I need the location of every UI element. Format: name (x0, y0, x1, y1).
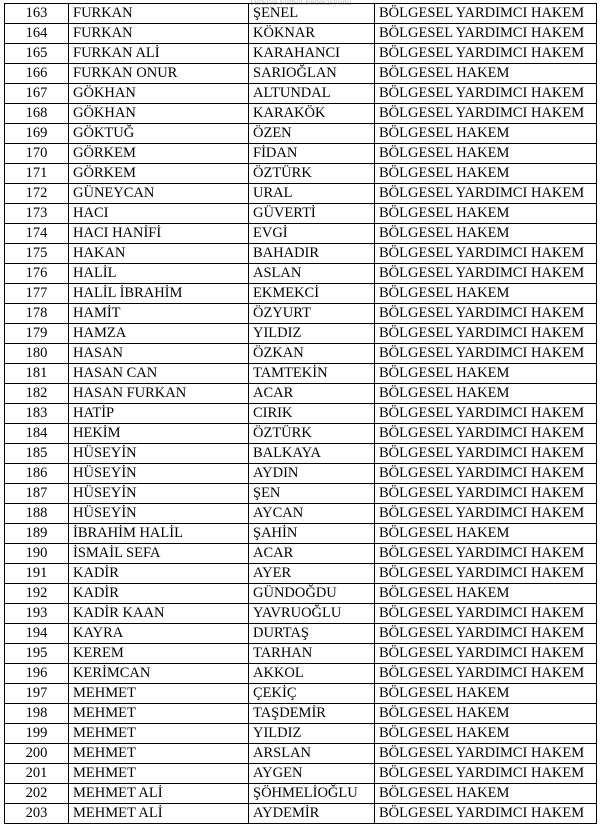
role-cell: BÖLGESEL YARDIMCI HAKEM (375, 424, 597, 444)
last-name-cell: ŞEN (249, 484, 375, 504)
row-number: 199 (5, 724, 69, 744)
first-name-cell: HAMİT (69, 304, 249, 324)
last-name-cell: CIRIK (249, 404, 375, 424)
role-cell: BÖLGESEL HAKEM (375, 164, 597, 184)
role-cell: BÖLGESEL HAKEM (375, 784, 597, 804)
table-row (5, 584, 597, 604)
row-number: 203 (5, 804, 69, 824)
table-row (5, 564, 597, 584)
table-row (5, 284, 597, 304)
first-name-cell: KADİR (69, 584, 249, 604)
row-number: 201 (5, 764, 69, 784)
table-row (5, 264, 597, 284)
last-name-cell: ÇEKİÇ (249, 684, 375, 704)
row-number: 179 (5, 324, 69, 344)
last-name-cell: BAHADIR (249, 244, 375, 264)
last-name-cell: AKKOL (249, 664, 375, 684)
first-name-cell: KEREM (69, 644, 249, 664)
last-name-cell: TAŞDEMİR (249, 704, 375, 724)
first-name-cell: MEHMET (69, 704, 249, 724)
table-row (5, 744, 597, 764)
last-name-cell: YILDIZ (249, 324, 375, 344)
last-name-cell: ACAR (249, 544, 375, 564)
role-cell: BÖLGESEL YARDIMCI HAKEM (375, 764, 597, 784)
role-cell: BÖLGESEL YARDIMCI HAKEM (375, 464, 597, 484)
row-number: 184 (5, 424, 69, 444)
role-cell: BÖLGESEL YARDIMCI HAKEM (375, 604, 597, 624)
first-name-cell: HASAN CAN (69, 364, 249, 384)
first-name-cell: İBRAHİM HALİL (69, 524, 249, 544)
last-name-cell: AYCAN (249, 504, 375, 524)
row-number: 183 (5, 404, 69, 424)
last-name-cell: ASLAN (249, 264, 375, 284)
role-cell: BÖLGESEL YARDIMCI HAKEM (375, 24, 597, 44)
first-name-cell: HASAN FURKAN (69, 384, 249, 404)
first-name-cell: HALİL (69, 264, 249, 284)
role-cell: BÖLGESEL YARDIMCI HAKEM (375, 184, 597, 204)
role-cell: BÖLGESEL HAKEM (375, 584, 597, 604)
role-cell: BÖLGESEL YARDIMCI HAKEM (375, 4, 597, 24)
row-number: 189 (5, 524, 69, 544)
table-row (5, 184, 597, 204)
row-number: 176 (5, 264, 69, 284)
row-number: 173 (5, 204, 69, 224)
first-name-cell: HÜSEYİN (69, 504, 249, 524)
first-name-cell: FURKAN (69, 4, 249, 24)
table-row (5, 64, 597, 84)
row-number: 200 (5, 744, 69, 764)
last-name-cell: ŞENEL (249, 4, 375, 24)
first-name-cell: HAMZA (69, 324, 249, 344)
last-name-cell: ÖZTÜRK (249, 424, 375, 444)
row-number: 192 (5, 584, 69, 604)
role-cell: BÖLGESEL YARDIMCI HAKEM (375, 344, 597, 364)
table-row (5, 4, 597, 24)
row-number: 165 (5, 44, 69, 64)
last-name-cell: YILDIZ (249, 724, 375, 744)
row-number: 174 (5, 224, 69, 244)
row-number: 168 (5, 104, 69, 124)
role-cell: BÖLGESEL HAKEM (375, 204, 597, 224)
role-cell: BÖLGESEL YARDIMCI HAKEM (375, 304, 597, 324)
last-name-cell: BALKAYA (249, 444, 375, 464)
table-row (5, 104, 597, 124)
last-name-cell: AYGEN (249, 764, 375, 784)
row-number: 178 (5, 304, 69, 324)
last-name-cell: TARHAN (249, 644, 375, 664)
table-row (5, 684, 597, 704)
last-name-cell: SARIOĞLAN (249, 64, 375, 84)
role-cell: BÖLGESEL YARDIMCI HAKEM (375, 264, 597, 284)
row-number: 196 (5, 664, 69, 684)
role-cell: BÖLGESEL YARDIMCI HAKEM (375, 664, 597, 684)
first-name-cell: FURKAN ALİ (69, 44, 249, 64)
table-row (5, 804, 597, 824)
row-number: 193 (5, 604, 69, 624)
last-name-cell: ÖZEN (249, 124, 375, 144)
referee-table (4, 3, 597, 824)
first-name-cell: GÖKTUĞ (69, 124, 249, 144)
last-name-cell: KARAHANCI (249, 44, 375, 64)
table-row (5, 524, 597, 544)
table-row (5, 44, 597, 64)
row-number: 177 (5, 284, 69, 304)
role-cell: BÖLGESEL YARDIMCI HAKEM (375, 804, 597, 824)
role-cell: BÖLGESEL HAKEM (375, 364, 597, 384)
row-number: 195 (5, 644, 69, 664)
last-name-cell: ŞAHİN (249, 524, 375, 544)
row-number: 198 (5, 704, 69, 724)
row-number: 190 (5, 544, 69, 564)
table-row (5, 464, 597, 484)
first-name-cell: KADİR (69, 564, 249, 584)
role-cell: BÖLGESEL YARDIMCI HAKEM (375, 644, 597, 664)
role-cell: BÖLGESEL YARDIMCI HAKEM (375, 104, 597, 124)
row-number: 188 (5, 504, 69, 524)
first-name-cell: HATİP (69, 404, 249, 424)
first-name-cell: HÜSEYİN (69, 484, 249, 504)
row-number: 170 (5, 144, 69, 164)
table-row (5, 664, 597, 684)
last-name-cell: TAMTEKİN (249, 364, 375, 384)
row-number: 171 (5, 164, 69, 184)
row-number: 181 (5, 364, 69, 384)
last-name-cell: ACAR (249, 384, 375, 404)
role-cell: BÖLGESEL HAKEM (375, 684, 597, 704)
first-name-cell: MEHMET (69, 764, 249, 784)
row-number: 167 (5, 84, 69, 104)
first-name-cell: HALİL İBRAHİM (69, 284, 249, 304)
role-cell: BÖLGESEL HAKEM (375, 224, 597, 244)
first-name-cell: HASAN (69, 344, 249, 364)
row-number: 172 (5, 184, 69, 204)
row-number: 197 (5, 684, 69, 704)
role-cell: BÖLGESEL HAKEM (375, 384, 597, 404)
table-row (5, 384, 597, 404)
first-name-cell: KAYRA (69, 624, 249, 644)
role-cell: BÖLGESEL HAKEM (375, 724, 597, 744)
table-row (5, 784, 597, 804)
role-cell: BÖLGESEL HAKEM (375, 64, 597, 84)
first-name-cell: HEKİM (69, 424, 249, 444)
first-name-cell: HÜSEYİN (69, 464, 249, 484)
role-cell: BÖLGESEL HAKEM (375, 144, 597, 164)
table-row (5, 444, 597, 464)
table-row (5, 344, 597, 364)
table-row (5, 764, 597, 784)
table-row (5, 644, 597, 664)
row-number: 191 (5, 564, 69, 584)
role-cell: BÖLGESEL YARDIMCI HAKEM (375, 484, 597, 504)
last-name-cell: AYDIN (249, 464, 375, 484)
row-number: 187 (5, 484, 69, 504)
last-name-cell: KARAKÖK (249, 104, 375, 124)
first-name-cell: İSMAİL SEFA (69, 544, 249, 564)
first-name-cell: GÖKHAN (69, 104, 249, 124)
row-number: 202 (5, 784, 69, 804)
first-name-cell: HACI (69, 204, 249, 224)
first-name-cell: MEHMET ALİ (69, 784, 249, 804)
row-number: 194 (5, 624, 69, 644)
first-name-cell: GÖKHAN (69, 84, 249, 104)
last-name-cell: EVGİ (249, 224, 375, 244)
last-name-cell: GÜNDOĞDU (249, 584, 375, 604)
first-name-cell: MEHMET ALİ (69, 804, 249, 824)
table-row (5, 124, 597, 144)
role-cell: BÖLGESEL YARDIMCI HAKEM (375, 244, 597, 264)
first-name-cell: HÜSEYİN (69, 444, 249, 464)
role-cell: BÖLGESEL HAKEM (375, 124, 597, 144)
role-cell: BÖLGESEL YARDIMCI HAKEM (375, 404, 597, 424)
last-name-cell: ALTUNDAL (249, 84, 375, 104)
role-cell: BÖLGESEL YARDIMCI HAKEM (375, 444, 597, 464)
table-row (5, 304, 597, 324)
role-cell: BÖLGESEL YARDIMCI HAKEM (375, 324, 597, 344)
role-cell: BÖLGESEL HAKEM (375, 524, 597, 544)
last-name-cell: KÖKNAR (249, 24, 375, 44)
row-number: 166 (5, 64, 69, 84)
last-name-cell: ÖZKAN (249, 344, 375, 364)
first-name-cell: KERİMCAN (69, 664, 249, 684)
table-row (5, 84, 597, 104)
table-row (5, 364, 597, 384)
first-name-cell: GÜNEYCAN (69, 184, 249, 204)
first-name-cell: HACI HANİFİ (69, 224, 249, 244)
table-row (5, 504, 597, 524)
last-name-cell: ŞÖHMELİOĞLU (249, 784, 375, 804)
row-number: 180 (5, 344, 69, 364)
last-name-cell: EKMEKCİ (249, 284, 375, 304)
last-name-cell: AYER (249, 564, 375, 584)
first-name-cell: KADİR KAAN (69, 604, 249, 624)
role-cell: BÖLGESEL YARDIMCI HAKEM (375, 744, 597, 764)
role-cell: BÖLGESEL YARDIMCI HAKEM (375, 564, 597, 584)
last-name-cell: FİDAN (249, 144, 375, 164)
last-name-cell: YAVRUOĞLU (249, 604, 375, 624)
table-row (5, 704, 597, 724)
first-name-cell: MEHMET (69, 744, 249, 764)
first-name-cell: FURKAN ONUR (69, 64, 249, 84)
table-row (5, 244, 597, 264)
first-name-cell: GÖRKEM (69, 164, 249, 184)
first-name-cell: MEHMET (69, 684, 249, 704)
row-number: 182 (5, 384, 69, 404)
table-row (5, 24, 597, 44)
row-number: 185 (5, 444, 69, 464)
row-number: 175 (5, 244, 69, 264)
table-row (5, 484, 597, 504)
table-row (5, 204, 597, 224)
last-name-cell: URAL (249, 184, 375, 204)
first-name-cell: FURKAN (69, 24, 249, 44)
role-cell: BÖLGESEL YARDIMCI HAKEM (375, 504, 597, 524)
role-cell: BÖLGESEL YARDIMCI HAKEM (375, 624, 597, 644)
table-row (5, 164, 597, 184)
table-row (5, 224, 597, 244)
referee-table-body (5, 4, 597, 824)
role-cell: BÖLGESEL YARDIMCI HAKEM (375, 44, 597, 64)
row-number: 163 (5, 4, 69, 24)
table-row (5, 404, 597, 424)
first-name-cell: MEHMET (69, 724, 249, 744)
table-row (5, 724, 597, 744)
last-name-cell: ÖZYURT (249, 304, 375, 324)
role-cell: BÖLGESEL YARDIMCI HAKEM (375, 544, 597, 564)
last-name-cell: DURTAŞ (249, 624, 375, 644)
last-name-cell: AYDEMİR (249, 804, 375, 824)
role-cell: BÖLGESEL YARDIMCI HAKEM (375, 84, 597, 104)
table-row (5, 624, 597, 644)
header-watermark: Türkiye Futbol Federasyonu (248, 0, 352, 7)
table-row (5, 544, 597, 564)
last-name-cell: GÜVERTİ (249, 204, 375, 224)
role-cell: BÖLGESEL HAKEM (375, 704, 597, 724)
row-number: 186 (5, 464, 69, 484)
table-row (5, 324, 597, 344)
table-row (5, 144, 597, 164)
role-cell: BÖLGESEL HAKEM (375, 284, 597, 304)
row-number: 169 (5, 124, 69, 144)
first-name-cell: GÖRKEM (69, 144, 249, 164)
last-name-cell: ARSLAN (249, 744, 375, 764)
table-row (5, 424, 597, 444)
first-name-cell: HAKAN (69, 244, 249, 264)
table-row (5, 604, 597, 624)
row-number: 164 (5, 24, 69, 44)
last-name-cell: ÖZTÜRK (249, 164, 375, 184)
